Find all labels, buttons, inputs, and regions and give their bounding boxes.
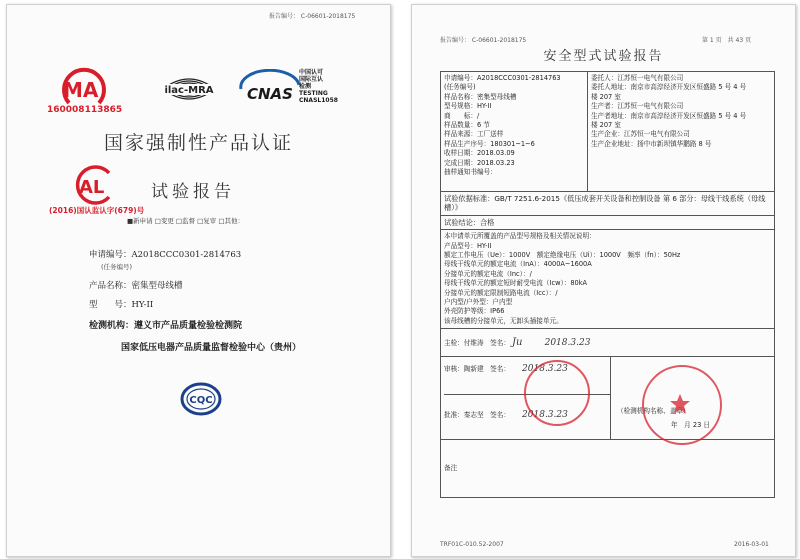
cma-text: MA bbox=[63, 78, 99, 102]
report-table bbox=[440, 71, 775, 498]
cal-logo-icon bbox=[65, 163, 125, 207]
cnas-logo-icon bbox=[235, 69, 305, 105]
testing-lab-row: 检测机构：遵义市产品质量检验检测院 bbox=[89, 321, 243, 331]
product-name-row: 产品名称：密集型母线槽 bbox=[89, 281, 183, 291]
model-row: 型 号：HY-II bbox=[89, 300, 154, 310]
cnas-info: 中国认可 国际互认 检测 TESTING CNASL1058 bbox=[299, 69, 338, 104]
product-spec-cell: 本申请单元所覆盖的产品型号规格及相关情况说明： 产品型号：HY-II 额定工作电压（Ue）：1000V 额定绝缘电压（Ui）：1000V 频率（fn）：50Hz 母线干线单元的额定电流（InA）：4000A~1600A 分接单元的额定电流（Inc）：/ 母线干线单元的额定短时耐受电流（Icw）：80kA 分接单元的额定限制短路电流（Icc）：/ 户内型/户外型：户内型 外壳防护等级：IP66 该母线槽的分接单元，无卸头插接单元。 bbox=[441, 230, 775, 329]
application-number-row: 申请编号：A2018CCC0301-2814763 bbox=[89, 250, 242, 260]
test-conclusion-cell: 试验结论：合格 bbox=[441, 215, 775, 229]
ilac-text: ilac-MRA bbox=[164, 85, 214, 96]
task-number-label: (任务编号) bbox=[101, 263, 133, 271]
testing-lab-name-2: 国家低压电器产品质量监督检验中心（贵州） bbox=[121, 343, 302, 353]
cal-text: AL bbox=[79, 177, 105, 198]
cqc-logo-icon bbox=[179, 381, 223, 417]
footer-date: 2016-03-01 bbox=[734, 541, 769, 548]
sample-info-cell: 申请编号：A2018CCC0301-2814763 (任务编号) 样品名称：密集型母线槽 型号规格：HY-II 商 标：/ 样品数量：6 节 样品来源：工厂送样 样品生产序号：180301~1~6 收样日期：2018.03.09 完成日期：2018.03.23 抽样通知书编号： bbox=[441, 72, 588, 192]
application-type-checkboxes: ■新申请 □变更 □监督 □复审 □其他： bbox=[127, 217, 244, 225]
cnas-text: CNAS bbox=[247, 85, 293, 103]
remarks-cell: 备注 bbox=[441, 440, 775, 498]
client-info-cell: 委托人：江苏恒一电气有限公司 委托人地址：南京市高淳经济开发区恒盛路 5 号 4 号 楼 207 室 生产者：江苏恒一电气有限公司 生产者地址：南京市高淳经济开发区恒盛路 5 号 4 号 楼 207 室 生产企业：江苏恒一电气有限公司 生产企业地址：扬中市新坝镇华鹏路 8 号 bbox=[587, 72, 774, 192]
stamp-date: 年 月 23 日 bbox=[671, 421, 710, 430]
approval-block bbox=[441, 357, 775, 440]
certificate-title: 国家强制性产品认证 bbox=[103, 132, 293, 154]
ilac-mra-logo-icon bbox=[153, 67, 225, 111]
reviewer-sign: 审核：陶新建 签名： 2018.3.23 bbox=[444, 364, 568, 375]
report-number: 报告编号： C-06601-2018175 bbox=[269, 13, 356, 20]
main-inspector-sign-cell: 主检：付维涛 签名： Ju 2018.3.23 bbox=[441, 329, 775, 357]
cma-number: 160008113865 bbox=[47, 105, 123, 115]
cal-number: (2016)国认监认字(679)号 bbox=[49, 206, 145, 215]
red-seal-left bbox=[524, 360, 590, 426]
seal-star-icon bbox=[669, 393, 691, 415]
certificate-cover-page bbox=[6, 4, 391, 557]
page-info: 第 1 页 共 43 页 bbox=[702, 37, 752, 44]
stamp-note: （检测机构名称、盖章） bbox=[617, 407, 690, 416]
report-number: 报告编号： C-06601-2018175 bbox=[440, 37, 527, 44]
test-basis-cell: 试验依据标准：GB/T 7251.6-2015《低压成套开关设备和控制设备 第 6 部分：母线干线系统（母线槽）》 bbox=[441, 192, 775, 216]
report-title: 安全型式试验报告 bbox=[543, 49, 664, 64]
approver-sign: 批准：秦志坚 签名： 2018.3.23 bbox=[444, 410, 568, 421]
report-subtitle: 试验报告 bbox=[151, 182, 235, 202]
safety-test-report-page bbox=[411, 4, 796, 557]
footer-form-code: TRF01C-010.52-2007 bbox=[440, 541, 504, 548]
cqc-text: CQC bbox=[189, 395, 213, 406]
